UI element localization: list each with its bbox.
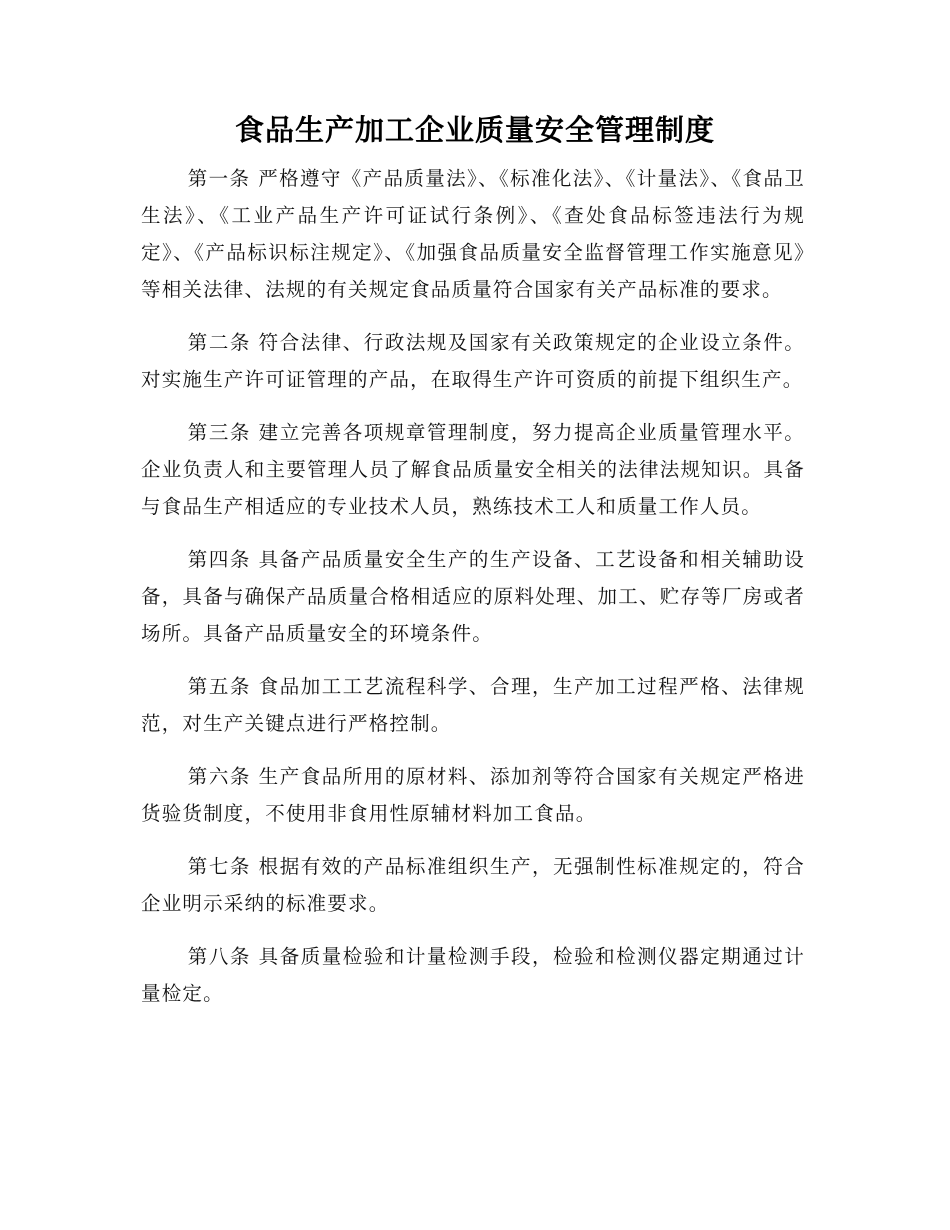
clause-1	[141, 160, 805, 308]
clause-text: 严格遵守《产品质量法》、《标准化法》、《计量法》、《食品卫生法》、《工业产品生产许可证试行条例》、《查处食品标签违法行为规定》、《产品标识标注规定》、《加强食品质量安全监督管理工作实施意见》等相关法律、法规的有关规定食品质量符合国家有关产品标准的要求。	[141, 167, 805, 301]
clause-number: 第七条	[187, 855, 251, 878]
clause-number: 第八条	[187, 945, 251, 968]
clause-6	[141, 758, 805, 832]
document-body	[141, 160, 805, 1028]
clause-7	[141, 848, 805, 922]
clause-text: 具备质量检验和计量检测手段，检验和检测仪器定期通过计量检定。	[141, 945, 805, 1005]
clause-number: 第六条	[187, 765, 251, 788]
clause-text: 符合法律、行政法规及国家有关政策规定的企业设立条件。对实施生产许可证管理的产品，在取得生产许可资质的前提下组织生产。	[141, 331, 805, 391]
document-title: 食品生产加工企业质量安全管理制度	[234, 113, 715, 147]
clause-number: 第二条	[187, 331, 251, 354]
clause-4	[141, 541, 805, 652]
clause-text: 根据有效的产品标准组织生产，无强制性标准规定的，符合企业明示采纳的标准要求。	[141, 855, 805, 915]
clause-text: 建立完善各项规章管理制度，努力提高企业质量管理水平。企业负责人和主要管理人员了解食品质量安全相关的法律法规知识。具备与食品生产相适应的专业技术人员，熟练技术工人和质量工作人员。	[141, 421, 805, 518]
clause-3	[141, 414, 805, 525]
clause-text: 具备产品质量安全生产的生产设备、工艺设备和相关辅助设备，具备与确保产品质量合格相适应的原料处理、加工、贮存等厂房或者场所。具备产品质量安全的环境条件。	[141, 548, 805, 645]
clause-number: 第三条	[187, 421, 251, 444]
clause-text: 食品加工工艺流程科学、合理，生产加工过程严格、法律规范，对生产关键点进行严格控制。	[141, 675, 805, 735]
clause-text: 生产食品所用的原材料、添加剂等符合国家有关规定严格进货验货制度，不使用非食用性原辅材料加工食品。	[141, 765, 805, 825]
clause-number: 第四条	[187, 548, 251, 571]
clause-5	[141, 668, 805, 742]
clause-8	[141, 938, 805, 1012]
clause-number: 第一条	[187, 167, 251, 190]
clause-2	[141, 324, 805, 398]
clause-number: 第五条	[187, 675, 251, 698]
